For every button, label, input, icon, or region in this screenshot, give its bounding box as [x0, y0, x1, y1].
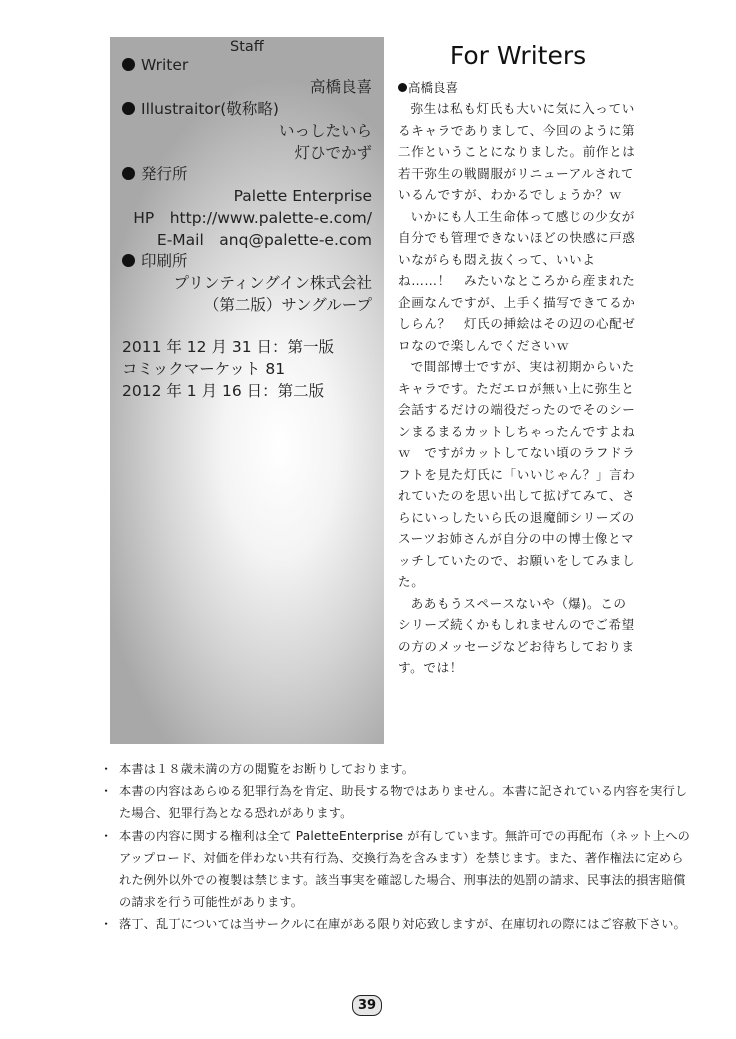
notice-bullet: ・	[100, 762, 113, 776]
notice-text: 本書は１８歳未満の方の閲覧をお断りしております。	[119, 762, 415, 776]
illustrator-name: 灯ひでかず	[294, 144, 372, 162]
notice-bullet: ・	[100, 828, 113, 843]
notice-item	[100, 825, 690, 914]
writers-paragraph: いかにも人工生命体って感じの少女が自分でも管理できないほどの快感に戸惑いながらも悶え抜くって、いいよね……！ みたいなところから産まれた企画なんですが、上手く描写できてるかしらん？ 灯氏の挿絵はその辺の心配ゼロなので楽しんでくださいｗ	[398, 208, 636, 353]
notice-text: 落丁、乱丁については当サークルに在庫がある限り対応致しますが、在庫切れの際にはご容赦下さい。	[119, 917, 686, 932]
bullet-icon	[398, 83, 407, 92]
illustrator-label: Illustraitor(敬称略)	[141, 100, 279, 118]
notice-item	[100, 780, 690, 824]
bullet-icon	[122, 254, 135, 267]
writers-column	[398, 98, 638, 679]
author-name: 高橋良喜	[408, 80, 459, 95]
notice-text: 本書の内容に関する権利は全て PaletteEnterprise が有しています。無許可での再配布（ネット上へのアップロード、対価を伴わない共有行為、交換行為を含みます）を禁じます。また、著作権法に定められた例外以外での複製は禁じます。該当事実を確認した場合、刑事法的処罰の請求、民事法的損害賠償の請求を行う可能性があります。	[119, 828, 691, 910]
printer-label-row	[122, 251, 188, 271]
page-title: For Writers	[449, 41, 587, 70]
writer-label-row	[122, 55, 188, 75]
writers-paragraph: 弥生は私も灯氏も大いに気に入っているキャラでありまして、今回のように第二作ということになりました。前作とは若干弥生の戦闘服がリニューアルされているんですが、わかるでしょうか？ｗ	[398, 101, 636, 202]
notice-item	[100, 913, 690, 935]
edition-line: コミックマーケット 81	[122, 360, 286, 378]
writers-paragraph: で間部博士ですが、実は初期からいたキャラです。ただエロが無い上に弥生と会話するだけの端役だったのでそのシーンまるまるカットしちゃったんですよねｗ ですがカットしてない頃のラフドラフトを見た灯氏に「いいじゃん？」言われていたのを思い出して拡げてみて、さらにいっしたいら氏の退魔師シリーズのスーツお姉さんが自分の中の博士像とマッチしていたので、お願いをしてみました。	[398, 359, 636, 589]
printer-name: （第二版）サングループ	[203, 296, 372, 314]
author-line	[398, 79, 458, 96]
publisher-label-row	[122, 164, 188, 184]
publisher-name: Palette Enterprise	[233, 187, 372, 205]
notice-item	[100, 758, 690, 780]
illustrator-label-row	[122, 99, 279, 119]
illustrator-name: いっしたいら	[278, 122, 372, 140]
bullet-icon	[122, 167, 135, 180]
contact-email[interactable]: E-Mail anq@palette-e.com	[156, 231, 372, 249]
edition-line: 2011 年 12 月 31 日：第一版	[122, 338, 335, 356]
homepage-url[interactable]: HP http://www.palette-e.com/	[133, 209, 372, 227]
bullet-icon	[122, 102, 135, 115]
bullet-icon	[122, 58, 135, 71]
printer-name: プリンティングイン株式会社	[173, 274, 372, 292]
notice-text: 本書の内容はあらゆる犯罪行為を肯定、助長する物ではありません。本書に記されている内容を実行した場合、犯罪行為となる恐れがあります。	[119, 784, 688, 821]
notice-bullet: ・	[100, 784, 113, 799]
printer-label: 印刷所	[141, 252, 188, 270]
edition-line: 2012 年 1 月 16 日：第二版	[122, 382, 325, 400]
publisher-label: 発行所	[141, 165, 188, 183]
notice-list	[100, 758, 690, 936]
writers-paragraph: ああもうスペースないや（爆)。このシリーズ続くかもしれませんのでご希望の方のメッセージなどお待ちしております。では！	[398, 595, 635, 675]
staff-panel	[110, 37, 384, 744]
page-number: 39	[352, 995, 382, 1016]
writer-name: 高橋良喜	[309, 78, 372, 96]
notice-bullet: ・	[100, 917, 113, 932]
staff-heading: Staff	[230, 39, 264, 55]
writer-label: Writer	[141, 56, 189, 74]
